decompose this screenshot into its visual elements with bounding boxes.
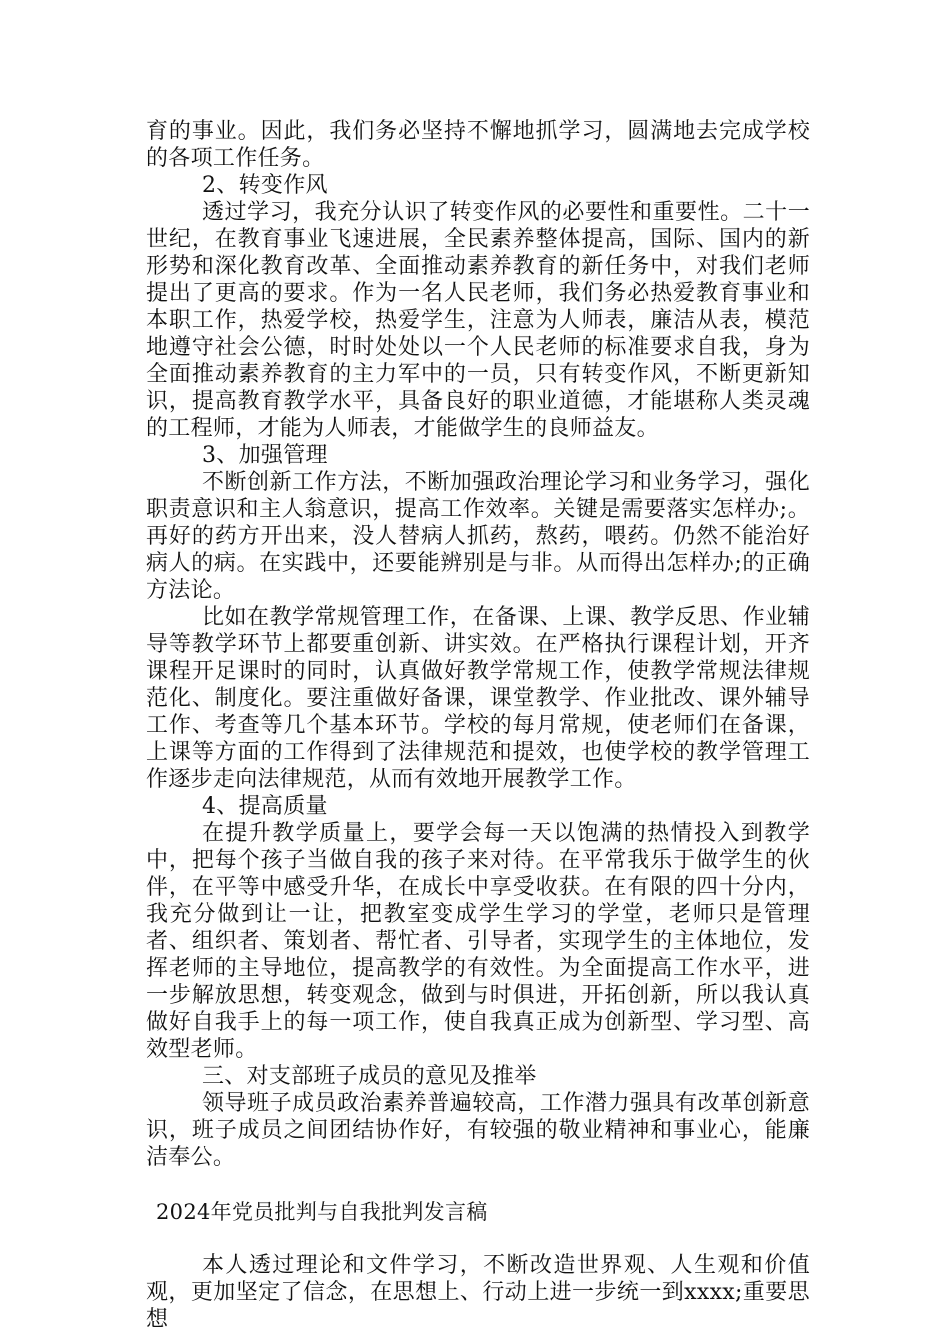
paragraph-intro: 本人透过理论和文件学习，不断改造世界观、人生观和价值观，更加坚定了信念，在思想上、行动上进一步统一到xxxx;重要思想	[146, 1253, 810, 1332]
paragraph-opinions: 领导班子成员政治素养普遍较高，工作潜力强具有改革创新意识，班子成员之间团结协作好，有较强的敬业精神和事业心，能廉洁奉公。	[146, 1091, 810, 1170]
document-title: 2024年党员批判与自我批判发言稿	[156, 1200, 488, 1224]
section-heading-strengthen-management: 3、加强管理	[202, 443, 328, 468]
paragraph-strengthen-management: 不断创新工作方法，不断加强政治理论学习和业务学习，强化职责意识和主人翁意识，提高工作效率。关键是需要落实怎样办;。再好的药方开出来，没人替病人抓药，熬药，喂药。仍然不能治好病人的病。在实践中，还要能辨别是与非。从而得出怎样办;的正确方法论。	[146, 470, 810, 603]
paragraph-continued: 育的事业。因此，我们务必坚持不懈地抓学习，圆满地去完成学校的各项工作任务。	[146, 119, 810, 171]
paragraph-teaching-routine: 比如在教学常规管理工作，在备课、上课、教学反思、作业辅导等教学环节上都要重创新、讲实效。在严格执行课程计划，开齐课程开足课时的同时，认真做好教学常规工作，使教学常规法律规范化、制度化。要注重做好备课，课堂教学、作业批改、课外辅导工作、考查等几个基本环节。学校的每月常规，使老师们在备课，上课等方面的工作得到了法律规范和提效，也使学校的教学管理工作逐步走向法律规范，从而有效地开展教学工作。	[146, 605, 810, 792]
paragraph-improve-quality: 在提升教学质量上，要学会每一天以饱满的热情投入到教学中，把每个孩子当做自我的孩子来对待。在平常我乐于做学生的伙伴，在平等中感受升华，在成长中享受收获。在有限的四十分内，我充分做到让一让，把教室变成学生学习的学堂，老师只是管理者、组织者、策划者、帮忙者、引导者，实现学生的主体地位，发挥老师的主导地位，提高教学的有效性。为全面提高工作水平，进一步解放思想，转变观念，做到与时俱进，开拓创新，所以我认真做好自我手上的每一项工作，使自我真正成为创新型、学习型、高效型老师。	[146, 821, 810, 1062]
section-heading-transform-style: 2、转变作风	[202, 173, 328, 198]
section-heading-improve-quality: 4、提高质量	[202, 794, 328, 819]
paragraph-transform-style: 透过学习，我充分认识了转变作风的必要性和重要性。二十一世纪，在教育事业飞速进展，全民素养整体提高，国际、国内的新形势和深化教育改革、全面推动素养教育的新任务中，对我们老师提出了更高的要求。作为一名人民老师，我们务必热爱教育事业和本职工作，热爱学校，热爱学生，注意为人师表，廉洁从表，模范地遵守社会公德，时时处处以一个人民老师的标准要求自我，身为全面推动素养教育的主力军中的一员，只有转变作风，不断更新知识，提高教育教学水平，具备良好的职业道德，才能堪称人类灵魂的工程师，才能为人师表，才能做学生的良师益友。	[146, 200, 810, 441]
document-body	[146, 118, 810, 1333]
section-heading-opinions: 三、对支部班子成员的意见及推举	[202, 1064, 537, 1089]
